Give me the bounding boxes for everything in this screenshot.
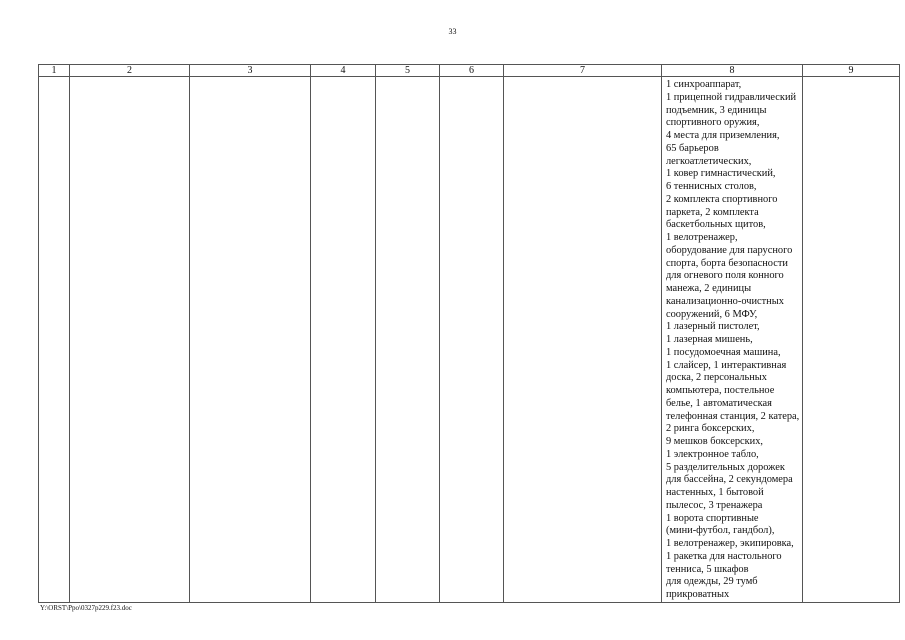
equipment-line: легкоатлетических, xyxy=(666,155,752,167)
equipment-line: 1 прицепной гидравлический xyxy=(666,91,797,103)
equipment-line: сооружений, 6 МФУ, xyxy=(666,308,758,320)
cell-col-2 xyxy=(70,77,190,603)
equipment-line: белье, 1 автоматическая xyxy=(666,397,772,409)
equipment-line: спорта, борта безопасности xyxy=(666,257,788,269)
equipment-line: пылесос, 3 тренажера xyxy=(666,499,763,511)
equipment-line: спортивного оружия, xyxy=(666,117,760,129)
column-number-6: 6 xyxy=(440,65,504,77)
equipment-line: канализационно-очистных xyxy=(666,295,784,307)
equipment-line: для огневого поля конного xyxy=(666,270,784,282)
equipment-line: для одежды, 29 тумб xyxy=(666,576,758,588)
cell-col-3 xyxy=(190,77,311,603)
equipment-line: 6 теннисных столов, xyxy=(666,181,757,192)
cell-col-6 xyxy=(440,77,504,603)
equipment-line: для бассейна, 2 секундомера xyxy=(666,474,793,486)
equipment-line: 1 ворота спортивные xyxy=(666,512,759,524)
equipment-line: манежа, 2 единицы xyxy=(666,283,752,294)
column-number-8: 8 xyxy=(662,65,803,77)
column-number-5: 5 xyxy=(376,65,440,77)
column-number-3: 3 xyxy=(190,65,311,77)
cell-col-9 xyxy=(803,77,900,603)
column-number-1: 1 xyxy=(39,65,70,77)
equipment-line: 1 электронное табло, xyxy=(666,448,759,460)
column-number-9: 9 xyxy=(803,65,900,77)
equipment-line: 1 велотренажер, экипировка, xyxy=(666,538,794,549)
equipment-line: доска, 2 персональных xyxy=(666,372,767,384)
table-row xyxy=(39,77,900,603)
cell-col-4 xyxy=(311,77,376,603)
column-number-2: 2 xyxy=(70,65,190,77)
equipment-line: 1 слайсер, 1 интерактивная xyxy=(666,359,787,371)
equipment-line: 9 мешков боксерских, xyxy=(666,436,764,447)
equipment-line: оборудование для парусного xyxy=(666,244,793,256)
column-number-row xyxy=(39,65,900,77)
equipment-line: 1 ракетка для настольного xyxy=(666,550,782,562)
equipment-line: 1 лазерный пистолет, xyxy=(666,321,760,333)
equipment-line: 5 разделительных дорожек xyxy=(666,461,785,473)
equipment-line: тенниса, 5 шкафов xyxy=(666,563,749,575)
equipment-line: 4 места для приземления, xyxy=(666,130,780,141)
equipment-list xyxy=(662,77,802,602)
cell-col-1 xyxy=(39,77,70,603)
equipment-line: подъемник, 3 единицы xyxy=(666,104,767,116)
equipment-line: 1 синхроаппарат, xyxy=(666,79,742,90)
equipment-line: 2 комплекта спортивного xyxy=(666,193,778,205)
equipment-line: 1 велотренажер, xyxy=(666,232,738,243)
column-number-4: 4 xyxy=(311,65,376,77)
equipment-line: телефонная станция, 2 катера, xyxy=(666,410,800,422)
equipment-line: (мини-футбол, гандбол), xyxy=(666,525,775,537)
equipment-line: 65 барьеров xyxy=(666,142,719,154)
cell-col-5 xyxy=(376,77,440,603)
equipment-line: 1 посудомоечная машина, xyxy=(666,346,781,358)
equipment-line: 2 ринга боксерских, xyxy=(666,423,755,435)
page-number: 33 xyxy=(448,27,457,36)
equipment-line: 1 ковер гимнастический, xyxy=(666,168,776,180)
equipment-line: прикроватных xyxy=(666,589,730,600)
equipment-line: 1 лазерная мишень, xyxy=(666,334,753,345)
equipment-line: компьютера, постельное xyxy=(666,385,775,396)
equipment-line: настенных, 1 бытовой xyxy=(666,487,764,498)
equipment-line: баскетбольных щитов, xyxy=(666,219,766,231)
document-table xyxy=(38,64,900,603)
cell-col-7 xyxy=(504,77,662,603)
cell-col-8 xyxy=(662,77,803,603)
column-number-7: 7 xyxy=(504,65,662,77)
equipment-line: паркета, 2 комплекта xyxy=(666,206,759,218)
footer-file-path: Y:\ORST\Ppo\0327p229.f23.doc xyxy=(40,604,132,612)
